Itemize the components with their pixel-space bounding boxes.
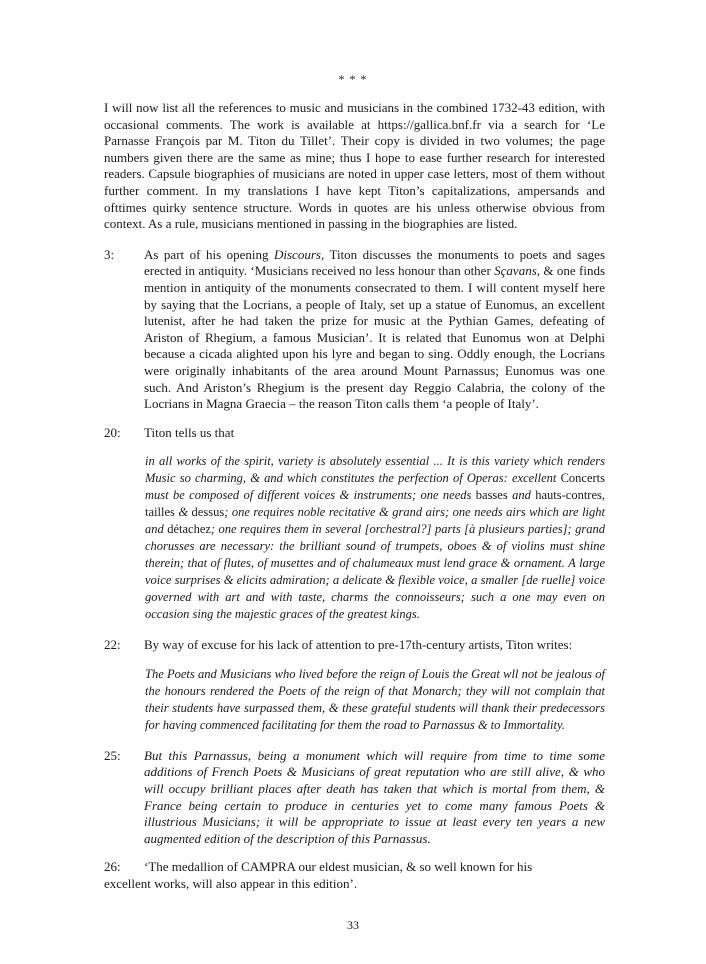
- upright-term: détachez: [167, 522, 211, 537]
- entry-3: [104, 247, 605, 413]
- upright-term: dessus: [191, 505, 225, 520]
- entry-22: [104, 637, 605, 654]
- upright-term: hauts-contres, tailles: [145, 488, 606, 520]
- entry-number: 20:: [104, 424, 121, 440]
- entry-continuation: excellent works, will also appear in this edition’.: [104, 876, 358, 892]
- quote-run: and: [507, 488, 536, 503]
- upright-term: Concerts: [560, 471, 605, 486]
- intro-paragraph: I will now list all the references to music and musicians in the combined 1732-43 edition, with occasional comments. The work is available at https://gallica.bnf.fr via a search for ‘Le Parnasse François par M. Titon du Tillet’. Their copy is divided in two volumes; the page numbers given there are the same as mine; thus I hope to ease further research for interested readers. Capsule biographies of musicians are noted in upper case letters, most of them without further comment. In my translations I have kept Titon’s capitalizations, ampersands and ofttimes quirky sentence structure. Words in quotes are his unless otherwise obvious from context. As a rule, musicians mentioned in passing in the biographies are listed.: [104, 100, 605, 232]
- entry-text: By way of excuse for his lack of attention to pre-17th-century artists, Titon writes:: [144, 637, 573, 653]
- body-text: [104, 100, 605, 893]
- emphasis: Discours: [274, 246, 321, 262]
- quote-run: ; one requires noble recitative & grand airs; one needs airs which are light and: [145, 505, 605, 537]
- section-separator: * * *: [338, 72, 368, 86]
- entry-text: [144, 247, 605, 413]
- quote-run: in all works of the spirit, variety is absolutely essential ... It is this variety which renders Music so charming, & and which constitutes the perfection of Operas: excellent: [145, 454, 605, 486]
- entry-text: Titon tells us that: [144, 424, 235, 440]
- page-number: 33: [347, 918, 359, 932]
- text-run: , Titon discusses the monuments to poets and sages erected in antiquity. ‘Musicians received no less honour than other: [144, 246, 606, 279]
- quote-run: must be composed of different voices & instruments; one needs: [145, 488, 476, 503]
- block-quote: [145, 453, 605, 623]
- text-run: As part of his opening: [144, 246, 274, 262]
- block-quote: The Poets and Musicians who lived before the reign of Louis the Great wll not be jealous of the honours rendered the Poets of the reign of that Monarch; they will not complain that their students have surpassed them, & these grateful students will thank their predecessors for having commenced facilitating for them the road to Parnassus & to Immortality.: [145, 666, 605, 732]
- emphasis: Sçavans: [494, 263, 537, 279]
- entry-number: 3:: [104, 246, 115, 262]
- quote-run: &: [174, 505, 192, 520]
- entry-26: [104, 859, 605, 876]
- entry-quote: [144, 748, 605, 848]
- entry-number: 25:: [104, 747, 121, 763]
- text-run: , & one finds mention in antiquity of the monuments consecrated to them. I will content myself here by saying that the Locrians, a people of Italy, set up a statue of Eunomus, an excellent lutenist, after he had taken the prize for music at the Pythian Games, defeating of Ariston of Rhegium, a famous Musician’. It is related that Eunomus won at Delphi because a cicada alighted upon his lyre and began to sing. Oddly enough, the Locrians were originally inhabitants of the area around Mount Parnassus; Eunomus was one such. And Ariston’s Rhegium is the present day Reggio Calabria, the colony of the Locrians in Magna Graecia – the reason Titon calls them ‘a people of Italy’.: [144, 263, 606, 412]
- upright-term: basses: [475, 488, 508, 503]
- entry-text: ‘The medallion of CAMPRA our eldest musician, & so well known for his: [144, 859, 533, 875]
- quote-run: ; one requires them in several [orchestral?] parts [à plusieurs parties]; grand chorusses are necessary: the brilliant sound of trumpets, oboes & of violins must shine therein; that of flutes, of musettes and of chalumeaux must lend grace & ornament. A large voice surprises & elicits admiration; a delicate & flexible voice, a smaller [de ruelle] voice governed with art and with taste, charms the connoisseurs; such a one may even on occasion sing the majestic graces of the greatest kings.: [145, 522, 606, 622]
- entry-number: 22:: [104, 637, 121, 653]
- entry-20: [104, 425, 605, 442]
- entry-number: 26:: [104, 859, 121, 875]
- entry-25: [104, 748, 605, 848]
- quote-run: But this Parnassus, being a monument which will require from time to time some additions of French Poets & Musicians of great reputation who are still alive, & who will occupy brilliant places after death has taken that which is mortal from them, & France being certain to produce in centuries yet to come many famous Poets & illustrious Musicians; it will be appropriate to issue at least every ten years a new augmented edition of the description of this Parnassus.: [144, 747, 605, 846]
